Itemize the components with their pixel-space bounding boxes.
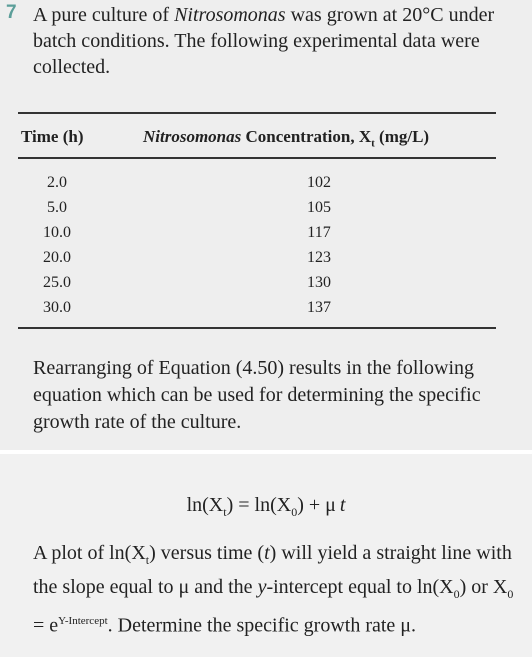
- concentration-cell: 105: [307, 199, 331, 216]
- table-bottom-rule: [18, 327, 496, 329]
- time-cell: 2.0: [47, 174, 67, 191]
- table-row: [18, 274, 496, 299]
- table-row: [18, 299, 496, 324]
- concentration-cell: 130: [307, 274, 331, 291]
- problem-statement: A pure culture of Nitrosomonas was grown at 20°C under batch conditions. The following experimental data were collected.: [33, 4, 495, 78]
- table-row: [18, 174, 496, 199]
- table-header-rule: [18, 157, 496, 159]
- time-cell: 10.0: [43, 224, 71, 241]
- concentration-cell: 123: [307, 249, 331, 266]
- growth-equation: $\ln(X_t) = \ln(X_0) + \mu$ t: [186, 494, 346, 519]
- table-row: [18, 224, 496, 249]
- time-cell: 30.0: [43, 299, 71, 316]
- header-concentration: Nitrosomonas Concentration, $X_t$ (mg/L): [143, 127, 430, 150]
- time-cell: 20.0: [43, 249, 71, 266]
- table-row: [18, 199, 496, 224]
- header-time: Time (h): [21, 127, 84, 146]
- table-row: [18, 249, 496, 274]
- concentration-cell: 102: [307, 174, 331, 191]
- problem-number: 7: [6, 2, 17, 23]
- paragraph-plot-instructions: A plot of $\ln(X_t)$ versus time (t) will yield a straight line with the slope equal to μ and the y-intercept equal to $\ln(X_0)$ or $X_0 = e^{Y-Intercept}$. Determine the specific growth rate μ.: [33, 542, 514, 637]
- table-top-rule: [18, 112, 496, 114]
- concentration-cell: 137: [307, 299, 331, 316]
- time-cell: 25.0: [43, 274, 71, 291]
- concentration-cell: 117: [307, 224, 331, 241]
- time-cell: 5.0: [47, 199, 67, 216]
- organism-name: Nitrosomonas: [174, 4, 286, 26]
- paragraph-rearranging: Rearranging of Equation (4.50) results in the following equation which can be used for determining the specific growth rate of the culture.: [33, 357, 481, 433]
